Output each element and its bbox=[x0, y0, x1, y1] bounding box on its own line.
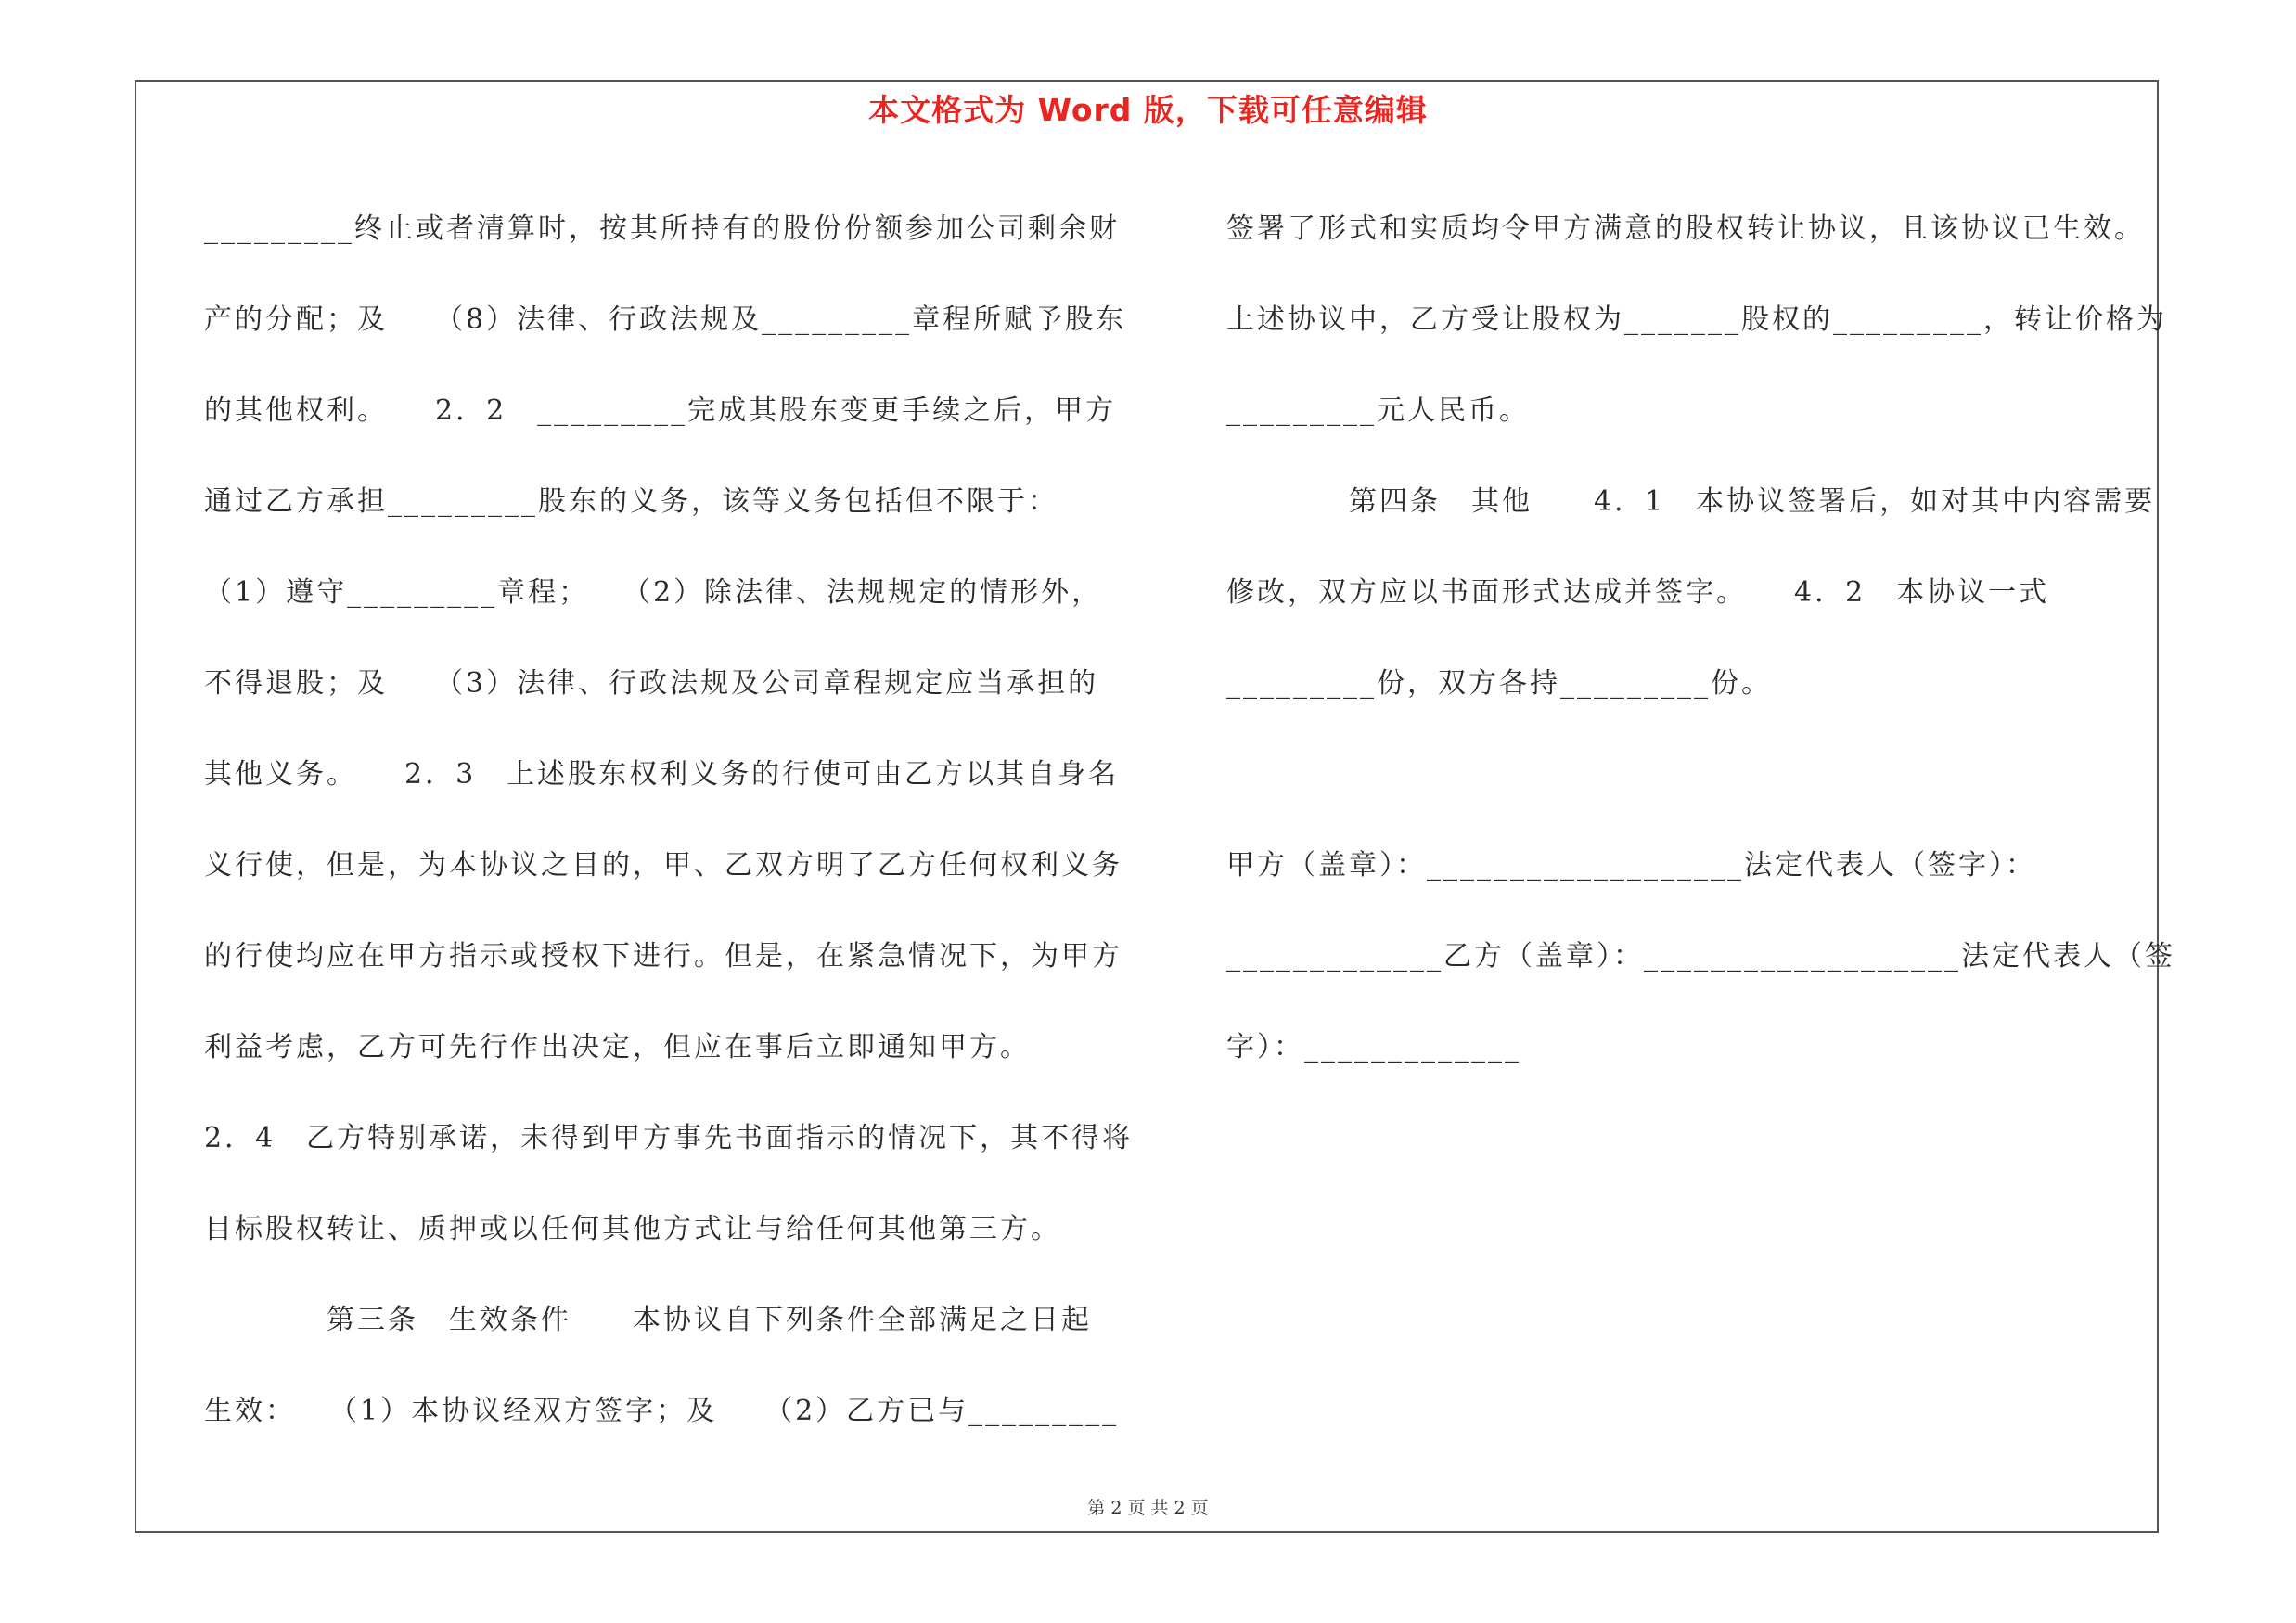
body-line: 产的分配；及 （8）法律、行政法规及_________章程所赋予股东 bbox=[204, 303, 1127, 336]
body-line: 的行使均应在甲方指示或授权下进行。但是，在紧急情况下，为甲方 bbox=[204, 940, 1122, 973]
body-line: 不得退股；及 （3）法律、行政法规及公司章程规定应当承担的 bbox=[204, 667, 1099, 700]
left-column bbox=[204, 184, 1150, 1457]
body-line: 利益考虑，乙方可先行作出决定，但应在事后立即通知甲方。 bbox=[204, 1031, 1031, 1063]
paragraph-spacer bbox=[1226, 729, 2191, 820]
signature-line: _____________乙方（盖章）：___________________法定代表人（签 bbox=[1226, 940, 2175, 973]
signature-line: 甲方（盖章）：___________________法定代表人（签字）： bbox=[1226, 849, 2036, 882]
body-line: 2．4 乙方特别承诺，未得到甲方事先书面指示的情况下，其不得将 bbox=[204, 1122, 1134, 1154]
body-line: 的其他权利。 2．2 _________完成其股东变更手续之后，甲方 bbox=[204, 394, 1117, 427]
right-column bbox=[1226, 184, 2191, 1093]
body-line: 签署了形式和实质均令甲方满意的股权转让协议，且该协议已生效。 bbox=[1226, 213, 2145, 245]
section-heading-line: 第四条 其他 4．1 本协议签署后，如对其中内容需要 bbox=[1226, 485, 2156, 518]
body-line: _________终止或者清算时，按其所持有的股份份额参加公司剩余财 bbox=[204, 213, 1120, 245]
body-line: _________份，双方各持_________份。 bbox=[1226, 667, 1772, 700]
body-line: 通过乙方承担_________股东的义务，该等义务包括但不限于： bbox=[204, 485, 1058, 518]
body-line: （1）遵守_________章程； （2）除法律、法规规定的情形外， bbox=[204, 576, 1103, 609]
body-line: 其他义务。 2．3 上述股东权利义务的行使可由乙方以其自身名 bbox=[204, 758, 1120, 791]
body-line: 生效： （1）本协议经双方签字；及 （2）乙方已与_________ bbox=[204, 1395, 1120, 1427]
format-banner: 本文格式为 Word 版，下载可任意编辑 bbox=[868, 92, 1428, 128]
body-line: 义行使，但是，为本协议之目的，甲、乙双方明了乙方任何权利义务 bbox=[204, 849, 1122, 882]
body-line: 目标股权转让、质押或以任何其他方式让与给任何其他第三方。 bbox=[204, 1213, 1061, 1245]
signature-line: 字）：_____________ bbox=[1226, 1031, 1521, 1063]
page-number-footer: 第 2 页 共 2 页 bbox=[1087, 1498, 1209, 1518]
body-line: 上述协议中，乙方受让股权为_______股权的_________，转让价格为 bbox=[1226, 303, 2167, 336]
section-heading-line: 第三条 生效条件 本协议自下列条件全部满足之日起 bbox=[204, 1304, 1092, 1336]
body-line: 修改，双方应以书面形式达成并签字。 4．2 本协议一式 bbox=[1226, 576, 2050, 609]
body-line: _________元人民币。 bbox=[1226, 394, 1530, 427]
